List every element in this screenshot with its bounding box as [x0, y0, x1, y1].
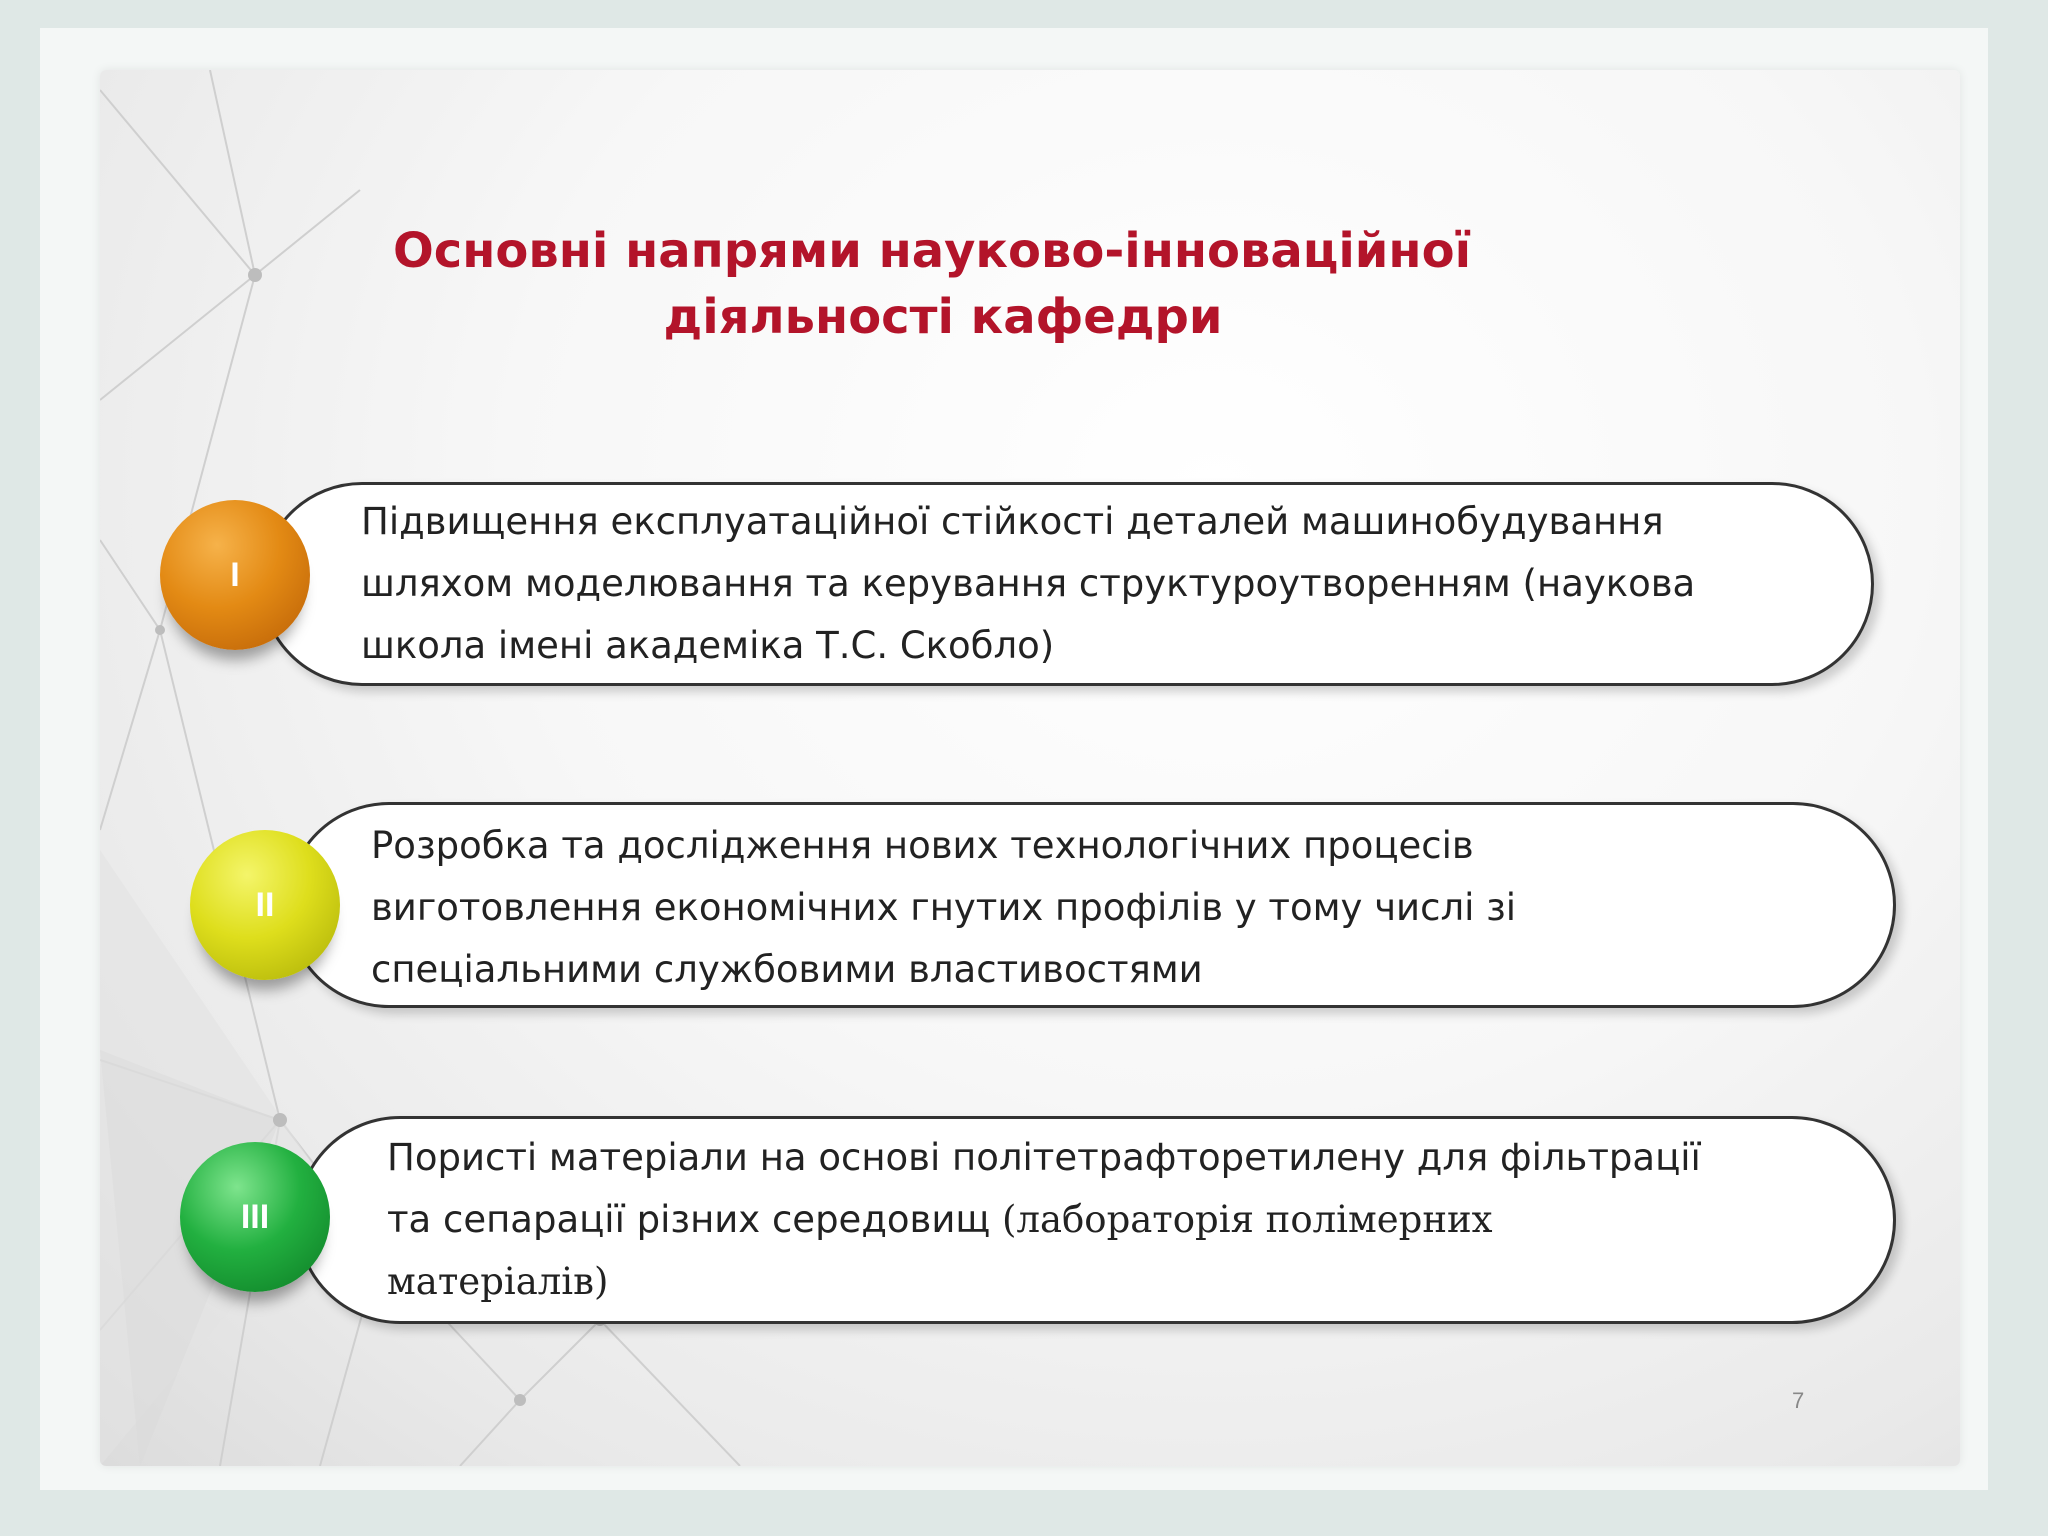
direction-3-line-2: та сепарації різних середовищ [387, 1198, 991, 1241]
direction-2-line-3: спеціальними службовими властивостями [371, 948, 1203, 991]
direction-3-line-2-lab: (лабораторія полімерних [1002, 1198, 1493, 1241]
direction-2-line-1: Розробка та дослідження нових технологічних процесів [371, 824, 1474, 867]
presentation-slide [100, 70, 1960, 1466]
numeral-2: II [255, 885, 275, 924]
slide-title [100, 218, 1960, 350]
direction-3-line-3: матеріалів) [387, 1260, 609, 1303]
direction-item-3 [296, 1116, 1896, 1324]
numeral-1: I [230, 555, 240, 594]
direction-item-2 [286, 802, 1896, 1008]
direction-2-line-2: виготовлення економічних гнутих профілів у тому числі зі [371, 886, 1517, 929]
direction-item-1 [260, 482, 1874, 686]
direction-1-line-3: школа імені академіка Т.С. Скобло) [361, 624, 1055, 667]
direction-1-line-1: Підвищення експлуатаційної стійкості деталей машинобудування [361, 500, 1664, 543]
direction-3-line-1: Пористі матеріали на основі політетрафторетилену для фільтрації [387, 1136, 1701, 1179]
numeral-badge-3 [180, 1142, 330, 1292]
numeral-3: III [240, 1197, 270, 1236]
numeral-badge-2 [190, 830, 340, 980]
numeral-badge-1 [160, 500, 310, 650]
slide-page-number: 7 [1792, 1388, 1805, 1413]
slide-title-line-1: Основні напрями науково-інноваційної [392, 223, 1472, 279]
slide-title-line-2: діяльності кафедри [663, 289, 1223, 345]
direction-1-line-2: шляхом моделювання та керування структуроутворенням (наукова [361, 562, 1696, 605]
